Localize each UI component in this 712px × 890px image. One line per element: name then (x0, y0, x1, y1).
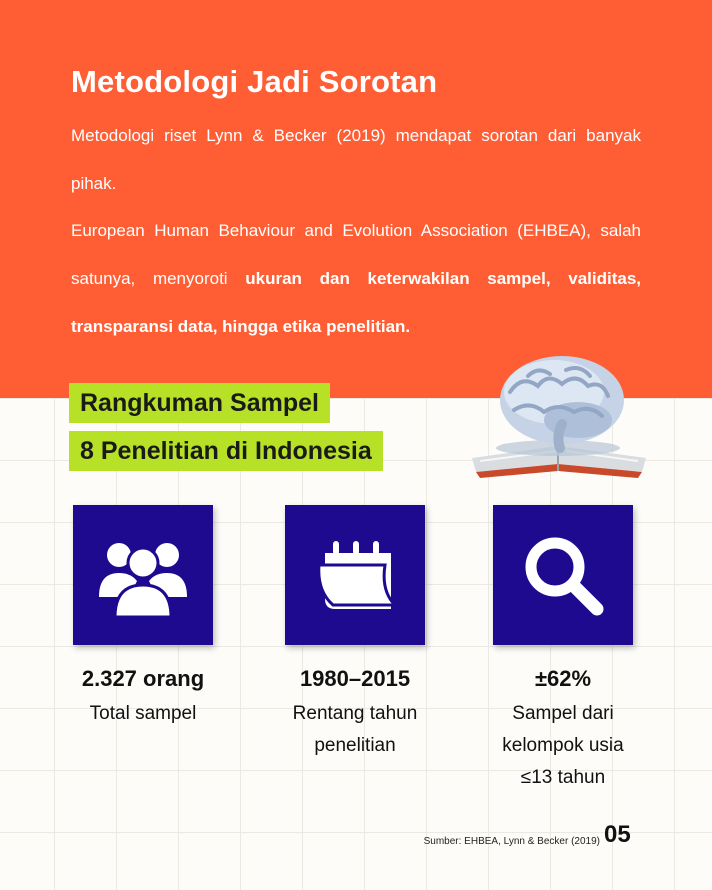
calendar-card (285, 505, 425, 645)
people-card (73, 505, 213, 645)
stat-label: Rentang tahun penelitian (292, 703, 418, 756)
stat-year-range (250, 665, 460, 762)
paragraph-ehbea (71, 207, 641, 351)
brain-book-icon (466, 348, 652, 494)
stat-label: Total sampel (89, 703, 197, 724)
page-title: Metodologi Jadi Sorotan (71, 64, 438, 99)
paragraph-methodology: Metodologi riset Lynn & Becker (2019) mendapat sorotan dari banyak pihak. (71, 126, 641, 193)
people-icon (93, 525, 193, 625)
stat-value: 2.327 orang (81, 666, 205, 691)
search-card (493, 505, 633, 645)
paragraph-ehbea-highlight: ukuran dan keterwakilan sampel, validitas, transparansi data, hingga etika penelitian. (71, 269, 641, 336)
page-number: 05 (604, 821, 631, 848)
paragraph-ehbea-intro: European Human Behaviour and Evolution Association (EHBEA), salah satunya, menyoroti (71, 221, 641, 288)
stat-age-group (458, 665, 668, 794)
calendar-icon (305, 525, 405, 625)
stat-total-sample (38, 665, 248, 730)
source-citation: Sumber: EHBEA, Lynn & Becker (2019) (423, 836, 600, 847)
tag-studies-indonesia: 8 Penelitian di Indonesia (69, 431, 383, 471)
header-section (0, 0, 712, 398)
tag-sample-summary: Rangkuman Sampel (69, 383, 330, 423)
stat-label: Sampel dari kelompok usia ≤13 tahun (502, 703, 624, 788)
stat-value: ±62% (534, 666, 592, 691)
magnifier-icon (513, 525, 613, 625)
stat-value: 1980–2015 (299, 666, 411, 691)
